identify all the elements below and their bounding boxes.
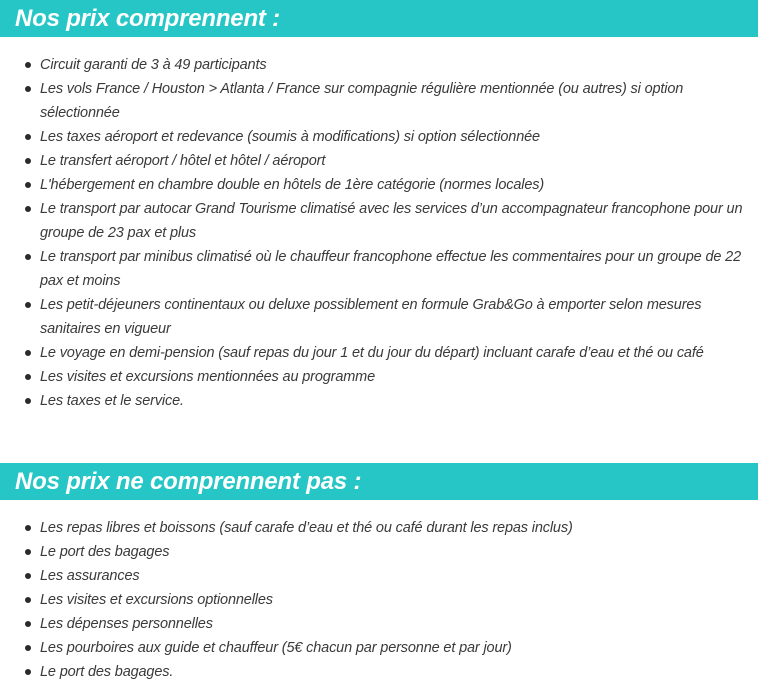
list-item-text: Les petit-déjeuners continentaux ou deluxe possiblement en formule Grab&Go à emporter selon mesures sanitaires en vigueur — [40, 297, 702, 337]
list-item-text: Les taxes et le service. — [40, 393, 184, 409]
bullet-icon — [25, 621, 31, 627]
list-item-text: Les visites et excursions optionnelles — [40, 592, 273, 608]
excluded-section-title: Nos prix ne comprennent pas : — [0, 463, 758, 500]
list-item — [0, 365, 758, 389]
bullet-icon — [25, 669, 31, 675]
list-item — [0, 564, 758, 588]
list-item — [0, 125, 758, 149]
list-item — [0, 77, 758, 125]
bullet-icon — [25, 398, 31, 404]
list-item — [0, 53, 758, 77]
bullet-icon — [25, 254, 31, 260]
list-item-text: Les vols France / Houston > Atlanta / France sur compagnie régulière mentionnée (ou autres) si option sélectionnée — [40, 81, 684, 121]
bullet-icon — [25, 86, 31, 92]
list-item-text: Les repas libres et boissons (sauf carafe d’eau et thé ou café durant les repas inclus) — [40, 520, 573, 536]
list-item — [0, 389, 758, 413]
list-item — [0, 660, 758, 684]
list-item-text: L'hébergement en chambre double en hôtels de 1ère catégorie (normes locales) — [40, 177, 545, 193]
bullet-icon — [25, 350, 31, 356]
excluded-list — [0, 516, 758, 684]
bullet-icon — [25, 182, 31, 188]
bullet-icon — [25, 549, 31, 555]
list-item-text: Circuit garanti de 3 à 49 participants — [40, 57, 267, 73]
list-item — [0, 516, 758, 540]
list-item-text: Le port des bagages. — [40, 664, 174, 680]
list-item-text: Le port des bagages — [40, 544, 170, 560]
list-item-text: Les assurances — [40, 568, 140, 584]
list-item — [0, 197, 758, 245]
list-item — [0, 149, 758, 173]
bullet-icon — [25, 158, 31, 164]
list-item-text: Les pourboires aux guide et chauffeur (5€ chacun par personne et par jour) — [40, 640, 512, 656]
list-item-text: Les taxes aéroport et redevance (soumis à modifications) si option sélectionnée — [40, 129, 540, 145]
bullet-icon — [25, 134, 31, 140]
list-item — [0, 173, 758, 197]
list-item — [0, 636, 758, 660]
included-section-title: Nos prix comprennent : — [0, 0, 758, 37]
bullet-icon — [25, 573, 31, 579]
list-item — [0, 341, 758, 365]
included-list — [0, 53, 758, 413]
list-item-text: Le transport par autocar Grand Tourisme climatisé avec les services d’un accompagnateur francophone pour un groupe de 23 pax et plus — [40, 201, 743, 241]
bullet-icon — [25, 206, 31, 212]
list-item — [0, 245, 758, 293]
bullet-icon — [25, 302, 31, 308]
bullet-icon — [25, 62, 31, 68]
list-item-text: Les visites et excursions mentionnées au programme — [40, 369, 376, 385]
list-item — [0, 588, 758, 612]
list-item-text: Le transfert aéroport / hôtel et hôtel / aéroport — [40, 153, 326, 169]
list-item-text: Les dépenses personnelles — [40, 616, 213, 632]
bullet-icon — [25, 374, 31, 380]
list-item — [0, 540, 758, 564]
list-item-text: Le voyage en demi-pension (sauf repas du jour 1 et du jour du départ) incluant carafe d’eau et thé ou café — [40, 345, 704, 361]
list-item-text: Le transport par minibus climatisé où le chauffeur francophone effectue les commentaires pour un groupe de 22 pax et moins — [40, 249, 742, 289]
bullet-icon — [25, 597, 31, 603]
list-item — [0, 612, 758, 636]
bullet-icon — [25, 525, 31, 531]
list-item — [0, 293, 758, 341]
bullet-icon — [25, 645, 31, 651]
